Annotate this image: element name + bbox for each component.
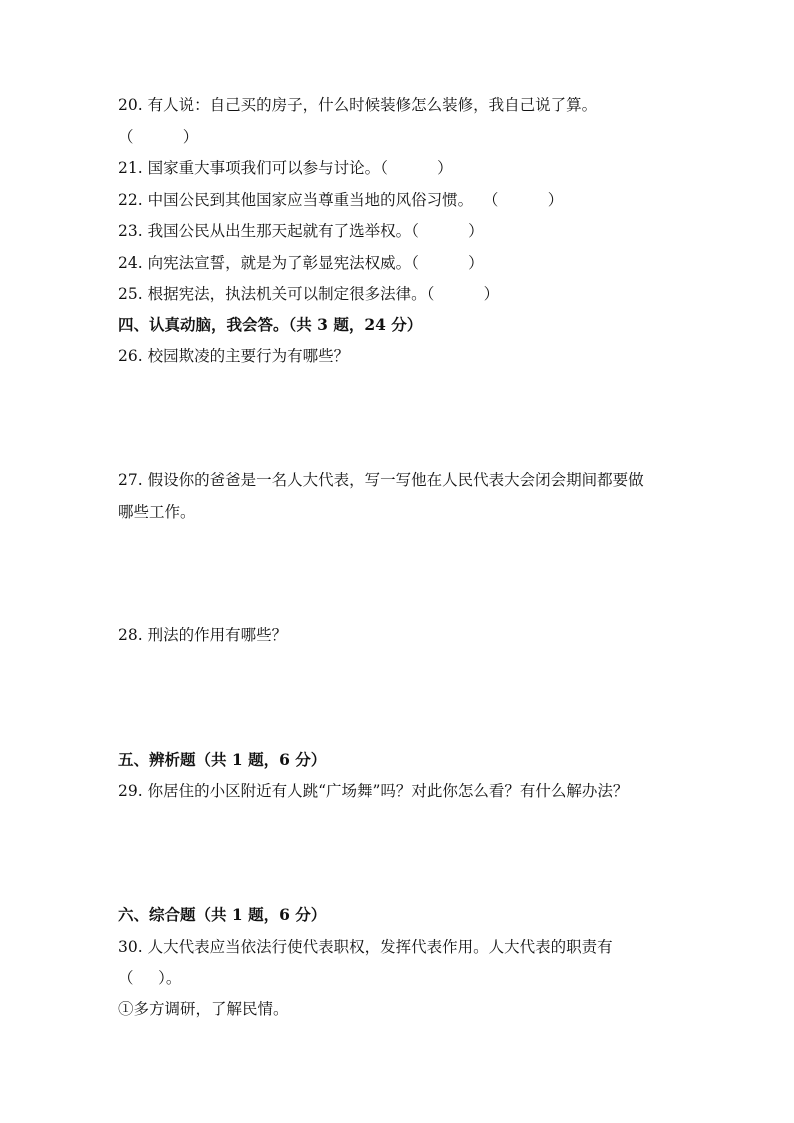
question-20: 20. 有人说：自己买的房子，什么时候装修怎么装修，我自己说了算。 xyxy=(118,96,598,114)
question-27-line-1: 27. 假设你的爸爸是一名人大代表，写一写他在人民代表大会闭会期间都要做 xyxy=(118,471,644,489)
question-23: 23. 我国公民从出生那天起就有了选举权。（ ） xyxy=(118,222,484,240)
question-26: 26. 校园欺凌的主要行为有哪些？ xyxy=(118,347,350,365)
section-6-heading: 六、综合题（共 1 题，6 分） xyxy=(118,905,327,924)
question-21: 21. 国家重大事项我们可以参与讨论。（ ） xyxy=(118,159,453,177)
question-25: 25. 根据宪法，执法机关可以制定很多法律。（ ） xyxy=(118,285,500,303)
question-30-option-1: ①多方调研，了解民情。 xyxy=(118,1000,289,1018)
section-5-heading: 五、辨析题（共 1 题，6 分） xyxy=(118,750,327,769)
answer-blank-20: （ ） xyxy=(118,128,199,146)
question-29: 29. 你居住的小区附近有人跳“广场舞”吗？对此你怎么看？有什么解办法？ xyxy=(118,782,629,800)
question-30-line-1: 30. 人大代表应当依法行使代表职权，发挥代表作用。人大代表的职责有 xyxy=(118,938,613,956)
question-30-line-2: （ ）。 xyxy=(118,969,182,987)
section-4-heading: 四、认真动脑，我会答。（共 3 题，24 分） xyxy=(118,315,423,334)
question-27-line-2: 哪些工作。 xyxy=(118,503,196,521)
question-24: 24. 向宪法宣誓，就是为了彰显宪法权威。（ ） xyxy=(118,254,484,272)
question-22: 22. 中国公民到其他国家应当尊重当地的风俗习惯。 （ ） xyxy=(118,191,564,209)
question-28: 28. 刑法的作用有哪些？ xyxy=(118,626,288,644)
